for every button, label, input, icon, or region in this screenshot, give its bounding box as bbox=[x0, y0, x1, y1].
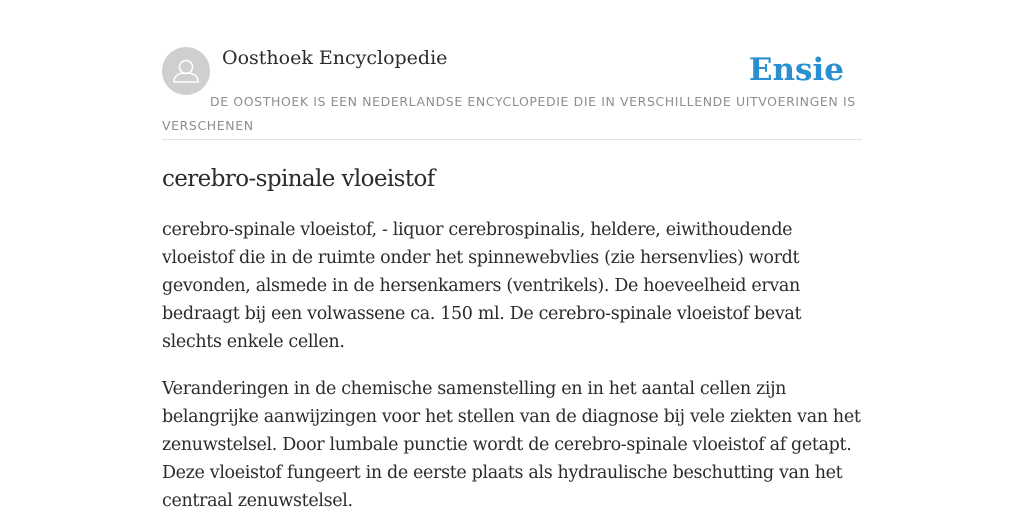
site-name[interactable]: Oosthoek Encyclopedie bbox=[222, 47, 448, 69]
article-title: cerebro-spinale vloeistof bbox=[162, 166, 435, 192]
author-avatar[interactable] bbox=[162, 47, 210, 95]
article bbox=[162, 160, 862, 512]
site-tagline: DE OOSTHOEK IS EEN NEDERLANDSE ENCYCLOPEDIE DIE IN VERSCHILLENDE UITVOERINGEN IS VERSCHENEN bbox=[162, 94, 856, 133]
article-paragraph: Veranderingen in de chemische samenstelling en in het aantal cellen zijn belangrijke aanwijzingen voor het stellen van de diagnose bij vele ziekten van het zenuwstelsel. Door lumbale punctie wordt de cerebro-spinale vloeistof af getapt. Deze vloeistof fungeert in de eerste plaats als hydraulische beschutting van het centraal zenuwstelsel. bbox=[162, 379, 861, 511]
user-icon bbox=[162, 47, 210, 95]
article-paragraph: cerebro-spinale vloeistof, - liquor cerebrospinalis, heldere, eiwithoudende vloeistof die in de ruimte onder het spinnewebvlies (zie hersenvlies) wordt gevonden, alsmede in de hersenkamers (ventrikels). De hoeveelheid ervan bedraagt bij een volwassene ca. 150 ml. De cerebro-spinale vloeistof bevat slechts enkele cellen. bbox=[162, 220, 802, 352]
brand-logo-link[interactable]: Ensie bbox=[748, 52, 844, 88]
site-header bbox=[162, 0, 862, 140]
